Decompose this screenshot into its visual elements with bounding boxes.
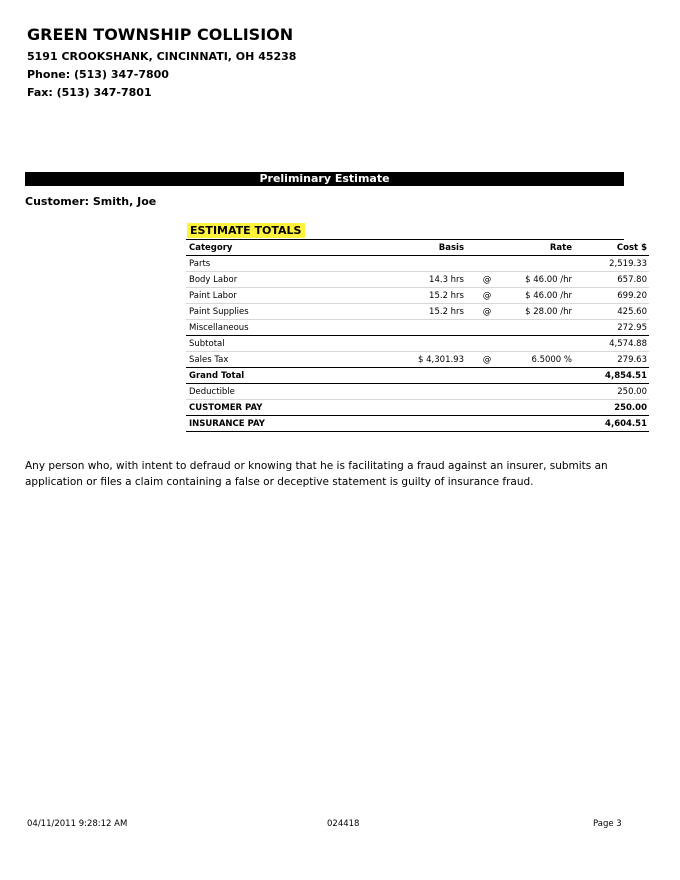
estimate-totals-rows [186, 256, 649, 432]
cell-cost: 699.20 [574, 288, 649, 304]
cell-cost: 4,604.51 [574, 416, 649, 432]
document-title-bar: Preliminary Estimate [25, 172, 624, 186]
cell-category: Subtotal [186, 336, 361, 352]
footer-page-number: Page 3 [593, 819, 622, 829]
cell-category: Body Labor [186, 272, 361, 288]
footer-datetime: 04/11/2011 9:28:12 AM [27, 819, 128, 829]
estimate-totals-table [186, 240, 649, 432]
cell-category: INSURANCE PAY [186, 416, 361, 432]
company-name: GREEN TOWNSHIP COLLISION [27, 25, 294, 44]
cell-basis [361, 384, 466, 400]
table-row [186, 368, 649, 384]
table-row [186, 400, 649, 416]
cell-cost: 657.80 [574, 272, 649, 288]
cell-rate [507, 336, 574, 352]
cell-cost: 250.00 [574, 384, 649, 400]
column-header-category: Category [186, 240, 361, 256]
cell-at: @ [466, 272, 507, 288]
cell-at: @ [466, 288, 507, 304]
cell-basis: 15.2 hrs [361, 288, 466, 304]
cell-category: Paint Supplies [186, 304, 361, 320]
cell-at [466, 368, 507, 384]
cell-cost: 425.60 [574, 304, 649, 320]
estimate-totals-heading: ESTIMATE TOTALS [187, 223, 305, 238]
cell-at [466, 384, 507, 400]
table-row [186, 384, 649, 400]
cell-basis [361, 256, 466, 272]
cell-basis [361, 368, 466, 384]
cell-at [466, 256, 507, 272]
cell-cost: 2,519.33 [574, 256, 649, 272]
table-row [186, 336, 649, 352]
customer-name: Customer: Smith, Joe [25, 195, 157, 208]
table-row [186, 320, 649, 336]
cell-cost: 250.00 [574, 400, 649, 416]
cell-basis: $ 4,301.93 [361, 352, 466, 368]
table-row [186, 272, 649, 288]
table-row [186, 416, 649, 432]
cell-basis: 14.3 hrs [361, 272, 466, 288]
cell-rate: $ 28.00 /hr [507, 304, 574, 320]
column-header-at [466, 240, 507, 256]
column-header-basis: Basis [361, 240, 466, 256]
table-row [186, 288, 649, 304]
cell-category: Miscellaneous [186, 320, 361, 336]
cell-basis [361, 416, 466, 432]
company-address: 5191 CROOKSHANK, CINCINNATI, OH 45238 [27, 50, 297, 63]
cell-basis: 15.2 hrs [361, 304, 466, 320]
cell-cost: 4,854.51 [574, 368, 649, 384]
cell-rate [507, 384, 574, 400]
cell-at [466, 320, 507, 336]
cell-rate [507, 368, 574, 384]
cell-rate: $ 46.00 /hr [507, 272, 574, 288]
table-header-row [186, 240, 649, 256]
cell-at [466, 400, 507, 416]
footer-code: 024418 [327, 819, 360, 829]
cell-basis [361, 400, 466, 416]
cell-cost: 272.95 [574, 320, 649, 336]
cell-at [466, 416, 507, 432]
table-row [186, 256, 649, 272]
cell-category: Grand Total [186, 368, 361, 384]
cell-cost: 4,574.88 [574, 336, 649, 352]
cell-basis [361, 336, 466, 352]
cell-category: Parts [186, 256, 361, 272]
cell-at: @ [466, 304, 507, 320]
cell-rate [507, 320, 574, 336]
cell-at: @ [466, 352, 507, 368]
table-row [186, 352, 649, 368]
table-row [186, 304, 649, 320]
cell-rate [507, 416, 574, 432]
fraud-disclaimer: Any person who, with intent to defraud or knowing that he is facilitating a fraud against an insurer, submits an application or files a claim containing a false or deceptive statement is guilty of insurance fraud. [25, 460, 608, 488]
column-header-rate: Rate [507, 240, 574, 256]
cell-category: Paint Labor [186, 288, 361, 304]
cell-rate: 6.5000 % [507, 352, 574, 368]
cell-category: CUSTOMER PAY [186, 400, 361, 416]
cell-cost: 279.63 [574, 352, 649, 368]
company-phone: Phone: (513) 347-7800 [27, 68, 169, 81]
cell-rate: $ 46.00 /hr [507, 288, 574, 304]
column-header-cost: Cost $ [574, 240, 649, 256]
cell-category: Sales Tax [186, 352, 361, 368]
company-fax: Fax: (513) 347-7801 [27, 86, 152, 99]
cell-at [466, 336, 507, 352]
cell-rate [507, 400, 574, 416]
cell-basis [361, 320, 466, 336]
cell-category: Deductible [186, 384, 361, 400]
cell-rate [507, 256, 574, 272]
